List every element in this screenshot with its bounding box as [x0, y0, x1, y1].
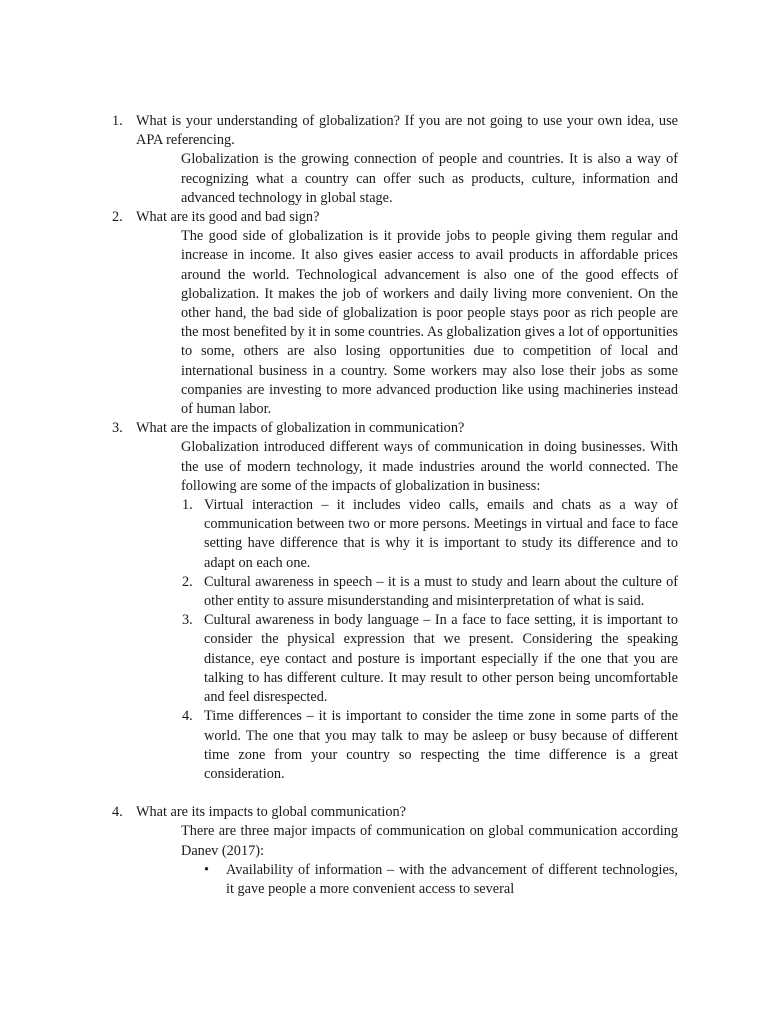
answer-3: Globalization introduced different ways of communication in doing businesses. With the use of modern technology, it made industries around the world connected. The following are some of the impacts of globalization in business:: [181, 439, 678, 494]
list-item-number: 3.: [182, 612, 193, 629]
list-item-number: 4.: [182, 708, 193, 725]
list-item-number: 2.: [182, 573, 193, 590]
question-text: What are its impacts to global communication?: [136, 804, 406, 821]
list-item-number: 1.: [182, 497, 193, 514]
question-number: 4.: [112, 804, 123, 821]
list-item: [182, 573, 678, 611]
question-4: [112, 803, 678, 822]
question-number: 1.: [112, 113, 123, 129]
question-1: [112, 112, 678, 150]
blank-line: [0, 784, 768, 803]
question-text: What are the impacts of globalization in communication?: [136, 420, 465, 437]
answer-4: There are three major impacts of communication on global communication according Danev (2017):: [181, 823, 678, 859]
document-body: [0, 112, 768, 899]
list-item: [182, 707, 678, 784]
question-text: What are its good and bad sign?: [136, 209, 320, 226]
question-3: [112, 419, 678, 438]
answer-1: Globalization is the growing connection of people and countries. It is also a way of recognizing what a country can offer such as products, culture, information and advanced technology in global stage.: [181, 151, 678, 206]
list-item: [182, 611, 678, 707]
question-number: 3.: [112, 420, 123, 437]
list-item: [182, 496, 678, 573]
question-2: [112, 208, 678, 227]
list-item-text: Virtual interaction – it includes video calls, emails and chats as a way of communication between two or more persons. Meetings in virtual and face to face setting have difference that is why it is important to study its difference and to adapt on each one.: [204, 497, 678, 571]
list-item-text: Time differences – it is important to consider the time zone in some parts of the world. The one that you may talk to may be asleep or busy because of different time zone from your country so respecting the time difference is a great consideration.: [204, 708, 678, 782]
list-item-text: Cultural awareness in body language – In a face to face setting, it is important to consider the physical expression that we present. Considering the speaking distance, eye contact and posture is important especially if the one that you are talking to has different culture. It may result to other person being uncomfortable and feel disrespected.: [204, 612, 678, 706]
question-text: What is your understanding of globalization? If you are not going to use your own idea, use APA referencing.: [136, 113, 678, 149]
list-item-text: Cultural awareness in speech – it is a must to study and learn about the culture of other entity to assure misunderstanding and misinterpretation of what is said.: [204, 573, 678, 610]
question-number: 2.: [112, 209, 123, 226]
bullet-text: Availability of information – with the advancement of different technologies, it gave people a more convenient access to several: [226, 861, 678, 897]
bullet-icon: •: [204, 861, 210, 878]
answer-2: The good side of globalization is it provide jobs to people giving them regular and increase in income. It also gives easier access to avail products in affordable prices around the world. Technological advancement is also one of the good effects of globalization. It makes the job of workers and daily living more convenient. On the other hand, the bad side of globalization is poor people stays poor as rich people are the most benefited by it in some countries. As globalization gives a lot of opportunities to some, others are also losing opportunities due to competition of local and international business in a country. Some workers may also lose their jobs as some companies are investing to more advanced production like using machineries instead of human labor.: [181, 228, 678, 418]
bullet-item: [204, 861, 678, 899]
